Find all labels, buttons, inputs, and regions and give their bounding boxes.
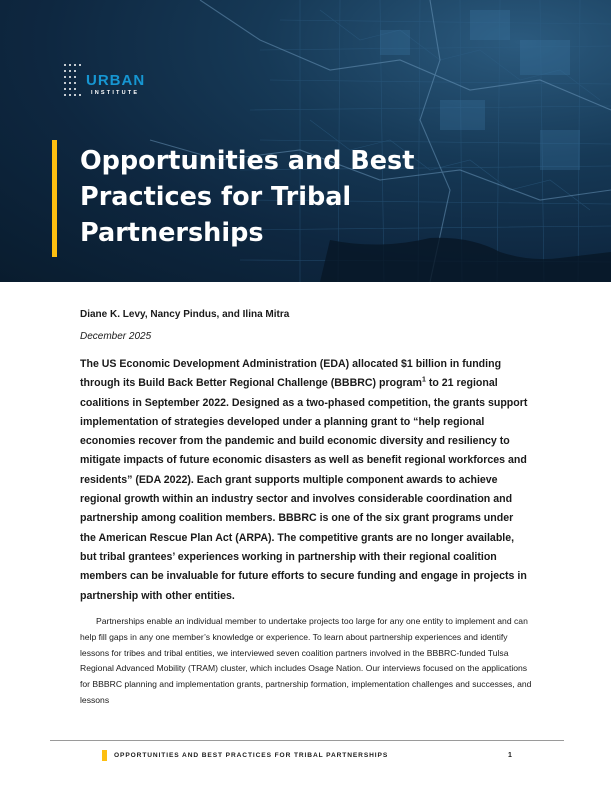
publication-date: December 2025: [80, 331, 152, 342]
header-banner: [0, 0, 611, 282]
authors: Diane K. Levy, Nancy Pindus, and Ilina Mitra: [80, 309, 290, 320]
footer-accent-mark: [102, 750, 107, 761]
lede-text-part-2: to 21 regional coalitions in September 2022. Designed as a two-phased competition, the grants support implementation of strategies developed under a planning grant to “help regional economies recover from the pandemic and build economic diversity and resiliency to mitigate impacts of future economic disasters as well as benefit regional workforces and residents” (EDA 2022). Each grant supports multiple component awards to achieve regional growth within an industry sector and involves considerable coordination and partnership among coalition members. BBBRC is one of the six grant programs under the American Rescue Plan Act (ARPA). The competitive grants are no longer available, but tribal grantees’ experiences working in partnership with their regional coalition members can be invaluable for future efforts to secure funding and engage in projects in partnership with other entities.: [80, 377, 528, 602]
lede-text-part-1: The US Economic Development Administration (EDA) allocated $1 billion in funding through its Build Back Better Regional Challenge (BBBRC) program: [80, 358, 502, 390]
footnote-reference[interactable]: 1: [421, 376, 426, 384]
logo-wordmark: URBAN: [86, 72, 146, 89]
page-number: 1: [508, 752, 512, 759]
logo-subtitle: INSTITUTE: [91, 90, 140, 96]
footer-divider: [50, 740, 564, 741]
logo-dot-grid: [62, 62, 86, 98]
footer-running-title: OPPORTUNITIES AND BEST PRACTICES FOR TRIBAL PARTNERSHIPS: [114, 752, 389, 759]
title-accent-bar: [52, 140, 57, 257]
body-paragraph: Partnerships enable an individual member to undertake projects too large for any one entity to implement and can help fill gaps in any one member’s knowledge or experience. To learn about partnership experiences and identify lessons for tribes and tribal entities, we interviewed seven coalition partners involved in the BBBRC-funded Tulsa Regional Advanced Mobility (TRAM) cluster, which includes Osage Nation. Our interviews focused on the applications for BBBRC planning and implementation grants, partnership formation, implementation challenges and successes, and lessons: [80, 616, 532, 705]
urban-institute-logo: [62, 62, 162, 102]
document-title: Opportunities and Best Practices for Tribal Partnerships: [80, 146, 415, 248]
lede-paragraph: [80, 355, 532, 606]
